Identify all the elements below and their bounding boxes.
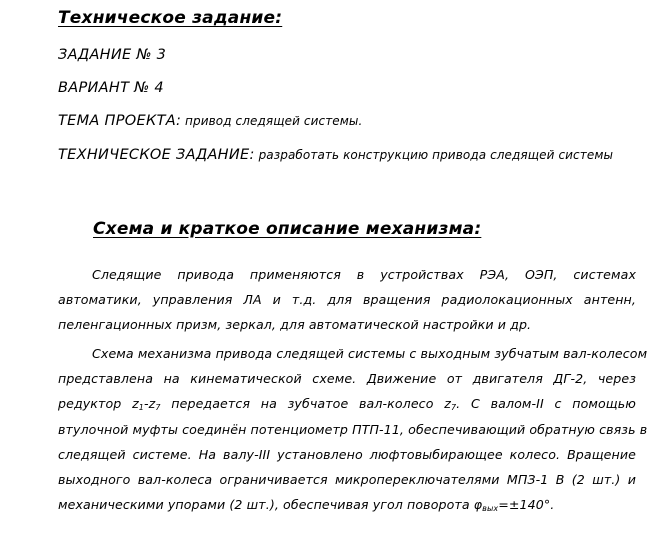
paragraph-mechanism-line: втулочной муфты соединён потенциометр ПТП-11, обеспечивающий обратную связь в <box>58 421 648 437</box>
paragraph-application-line: Следящие привода применяются в устройствах РЭА, ОЭП, системах <box>92 267 636 282</box>
technical-specification-label: ТЕХНИЧЕСКОЕ ЗАДАНИЕ: <box>58 147 255 163</box>
project-topic-value: привод следящей системы. <box>181 114 363 128</box>
paragraph-application-line: автоматики, управления ЛА и т.д. для вращения радиолокационных антенн, <box>58 292 636 308</box>
paragraph-mechanism-line: представлена на кинематической схеме. Движение от двигателя ДГ-2, через <box>58 371 636 387</box>
project-topic-label: ТЕМА ПРОЕКТА: <box>58 113 182 129</box>
technical-specification-value: разработать конструкцию привода следящей системы <box>254 148 614 162</box>
paragraph-mechanism-line: следящей системе. На валу-III установлено люфтовыбирающее колесо. Вращение <box>58 446 636 462</box>
paragraph-mechanism-line: Схема механизма привода следящей системы с выходным зубчатым вал-колесом <box>92 346 648 361</box>
task-number: ЗАДАНИЕ № 3 <box>58 47 167 63</box>
paragraph-application <box>58 262 636 338</box>
scheme-description-heading: Схема и краткое описание механизма: <box>93 219 482 239</box>
paragraph-mechanism <box>58 341 648 517</box>
project-topic <box>58 113 362 129</box>
paragraph-application-line: пеленгационных призм, зеркал, для автоматической настройки и др. <box>58 317 532 333</box>
paragraph-mechanism-line: выходного вал-колеса ограничивается микропереключателями МПЗ-1 В (2 шт.) и <box>58 472 636 488</box>
paragraph-mechanism-line: редуктор $z_1-z_7$ передается на зубчатое вал-колесо $z_7$. С валом-II с помощью <box>58 396 636 413</box>
technical-task-heading: Техническое задание: <box>58 8 283 28</box>
variant-number: ВАРИАНТ № 4 <box>58 80 164 96</box>
technical-specification <box>58 147 613 163</box>
paragraph-mechanism-line: механическими упорами (2 шт.), обеспечивая угол поворота $\varphi_{вых}=\pm 140^\circ$. <box>58 497 555 514</box>
